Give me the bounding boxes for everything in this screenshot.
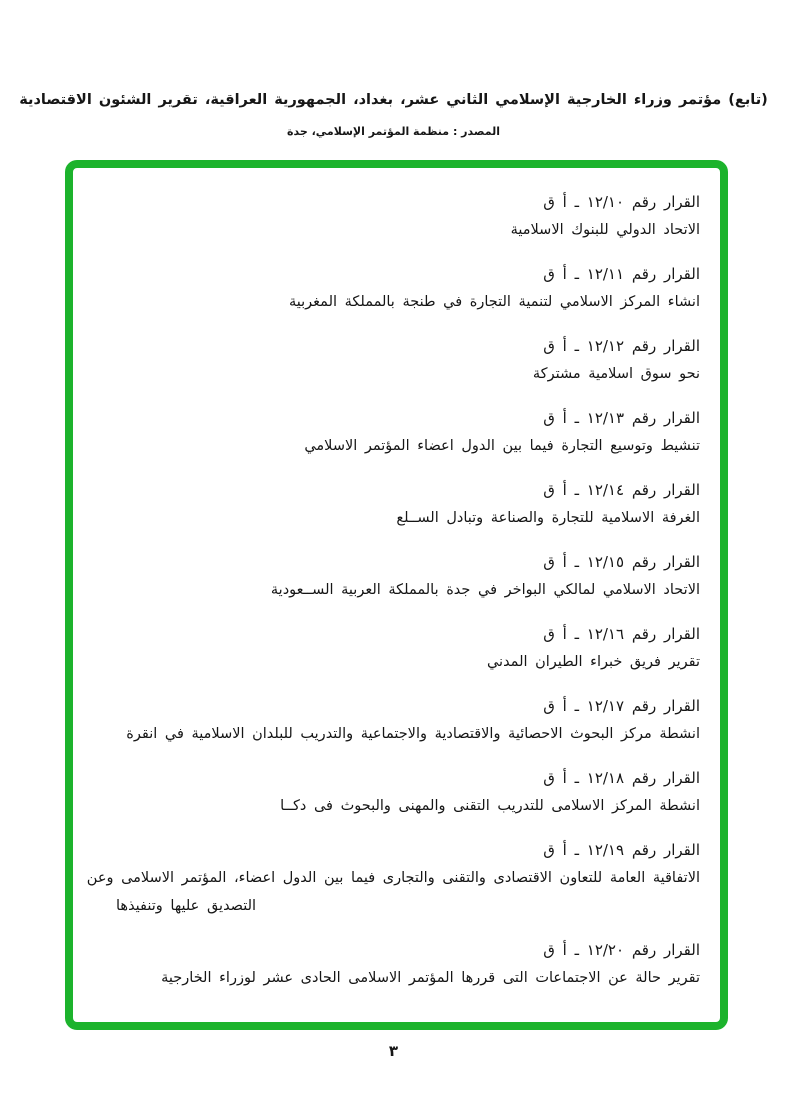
resolution-title-line: الاتحاد الاسلامي لمالكي البواخر في جدة بالمملكة العربية الســعودية (270, 582, 700, 598)
resolution-entry (85, 936, 700, 992)
resolution-title-line: تقرير حالة عن الاجتماعات التى قررها المؤتمر الاسلامى الحادى عشر لوزراء الخارجية (161, 970, 700, 986)
page-number: ٣ (388, 1042, 399, 1060)
resolution-number: القرار رقم ١٢/١٧ ـ أ ق (543, 697, 700, 715)
document-title: (تابع) مؤتمر وزراء الخارجية الإسلامي الثاني عشر، بغداد، الجمهورية العراقية، تقرير الشئون الاقتصادية (19, 92, 768, 108)
document-source-line: المصدر : منظمة المؤتمر الإسلامي، جدة (287, 125, 500, 138)
resolution-title-line: نحو سوق اسلامية مشتركة (532, 366, 700, 382)
resolution-entry (85, 260, 700, 316)
resolution-number: القرار رقم ١٢/٢٠ ـ أ ق (543, 941, 700, 959)
resolution-number: القرار رقم ١٢/١٨ ـ أ ق (543, 769, 700, 787)
resolution-title-line: الغرفة الاسلامية للتجارة والصناعة وتبادل الســلع (396, 510, 700, 526)
resolution-number: القرار رقم ١٢/١٩ ـ أ ق (543, 841, 700, 859)
resolution-number: القرار رقم ١٢/١٤ ـ أ ق (543, 481, 700, 499)
resolutions-list (85, 188, 700, 992)
resolution-title-line: التصديق عليها وتنفيذها (116, 898, 257, 914)
resolutions-frame (65, 160, 728, 1030)
resolution-title-line: انشاء المركز الاسلامي لتنمية التجارة في طنجة بالمملكة المغربية (289, 294, 700, 310)
resolution-entry (85, 476, 700, 532)
resolution-entry (85, 620, 700, 676)
resolution-entry (85, 764, 700, 820)
resolution-number: القرار رقم ١٢/١٦ ـ أ ق (543, 625, 700, 643)
resolution-title-line: الاتفاقية العامة للتعاون الاقتصادى والتقنى والتجارى فيما بين الدول اعضاء، المؤتمر الاسلامى وعن (86, 870, 700, 886)
resolution-title-line: انشطة مركز البحوث الاحصائية والاقتصادية والاجتماعية والتدريب للبلدان الاسلامية في انقرة (126, 726, 700, 742)
resolution-entry (85, 692, 700, 748)
resolution-entry (85, 404, 700, 460)
resolution-title-line: الاتحاد الدولي للبنوك الاسلامية (510, 222, 700, 238)
resolution-entry (85, 188, 700, 244)
resolution-number: القرار رقم ١٢/١٢ ـ أ ق (543, 337, 700, 355)
resolution-title-line: انشطة المركز الاسلامى للتدريب التقنى والمهنى والبحوث فى دكــا (280, 798, 700, 814)
resolution-number: القرار رقم ١٢/١٥ ـ أ ق (543, 553, 700, 571)
resolution-number: القرار رقم ١٢/١٣ ـ أ ق (543, 409, 700, 427)
resolution-title-line: تنشيط وتوسيع التجارة فيما بين الدول اعضاء المؤتمر الاسلامي (304, 438, 700, 454)
resolution-title-line: تقرير فريق خبراء الطيران المدني (486, 654, 700, 670)
resolution-entry (85, 332, 700, 388)
resolution-entry (85, 836, 700, 920)
resolution-entry (85, 548, 700, 604)
resolution-number: القرار رقم ١٢/١٠ ـ أ ق (543, 193, 700, 211)
resolution-number: القرار رقم ١٢/١١ ـ أ ق (543, 265, 700, 283)
